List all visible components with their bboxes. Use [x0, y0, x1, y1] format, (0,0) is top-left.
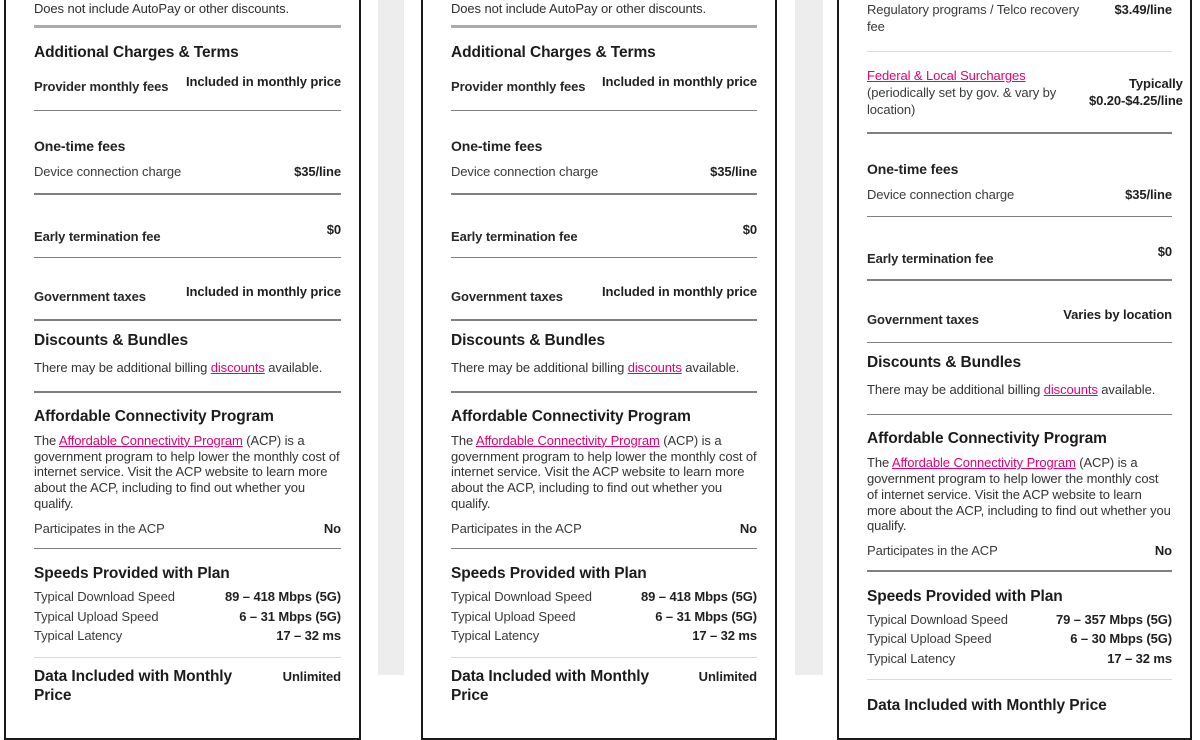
- fee-label: Early termination fee: [451, 228, 578, 244]
- speed-label: Typical Latency: [34, 628, 123, 644]
- section-heading-discounts: Discounts & Bundles: [867, 354, 1021, 371]
- speed-value: 89 – 418 Mbps (5G): [225, 589, 341, 605]
- fee-label: Early termination fee: [867, 251, 994, 266]
- speed-row-download: [451, 587, 757, 607]
- surcharges-note: (periodically set by gov. & vary by location): [867, 85, 1057, 117]
- subheading-one-time-fees: One-time fees: [451, 138, 543, 154]
- data-included-label: Data Included with Monthly Price: [451, 667, 650, 704]
- section-heading-acp: Affordable Connectivity Program: [34, 407, 274, 425]
- speed-value: 17 – 32 ms: [1107, 650, 1172, 666]
- divider: [451, 391, 757, 393]
- divider: [867, 51, 1172, 52]
- speed-label: Typical Upload Speed: [34, 608, 159, 624]
- fee-row-government-taxes: [867, 306, 1172, 328]
- divider: [867, 679, 1172, 680]
- fee-label: Participates in the ACP: [451, 520, 582, 536]
- fee-value: $35/line: [1125, 186, 1172, 202]
- data-included-label: Data Included with Monthly Price: [34, 667, 233, 704]
- section-heading-speeds: Speeds Provided with Plan: [451, 565, 647, 583]
- discounts-text-before: There may be additional billing: [451, 359, 628, 375]
- vertical-scrollbar-2[interactable]: [795, 0, 823, 675]
- fee-value: $35/line: [710, 164, 757, 179]
- acp-text-before: The: [34, 432, 59, 448]
- data-included-label: Data Included with Monthly Price: [867, 697, 1107, 715]
- speed-label: Typical Upload Speed: [867, 631, 992, 647]
- speed-row-upload: [34, 607, 341, 627]
- speed-label: Typical Download Speed: [867, 611, 1008, 627]
- fee-row-device-connection: [34, 163, 341, 180]
- speed-label: Typical Latency: [867, 650, 956, 666]
- fee-row-regulatory: [867, 1, 1172, 35]
- divider: [867, 132, 1172, 134]
- acp-participates-row: [34, 520, 341, 537]
- acp-text-before: The: [451, 432, 476, 448]
- divider: [34, 25, 341, 28]
- data-included-row: [867, 696, 1172, 715]
- fee-label: Device connection charge: [451, 164, 599, 179]
- fee-label: Government taxes: [34, 289, 146, 304]
- section-heading-speeds: Speeds Provided with Plan: [867, 587, 1063, 605]
- fee-value: Included in monthly price: [602, 284, 757, 299]
- section-heading-acp: Affordable Connectivity Program: [867, 430, 1107, 448]
- divider: [451, 110, 757, 112]
- speed-label: Typical Download Speed: [34, 589, 175, 605]
- divider: [867, 279, 1172, 281]
- discounts-text: [34, 360, 341, 376]
- divider: [867, 570, 1172, 572]
- fee-row-surcharges: [867, 67, 1183, 118]
- discounts-text-before: There may be additional billing: [34, 359, 211, 375]
- fee-label: Device connection charge: [867, 186, 1015, 202]
- speed-value: 79 – 357 Mbps (5G): [1056, 611, 1172, 627]
- fee-row-government-taxes: [451, 283, 757, 305]
- acp-text-after: (ACP) is a government program to help lower the monthly cost of internet service. Visit the ACP website to learn more about the ACP, including to find out whether you qualify.: [34, 432, 340, 511]
- acp-text-after: (ACP) is a government program to help lower the monthly cost of internet service. Visit the ACP website to learn more about the ACP, including to find out whether you qualify.: [867, 455, 1171, 534]
- fee-row-early-termination: [451, 221, 757, 245]
- fee-label: Regulatory programs / Telco recovery fee: [867, 2, 1080, 34]
- subheading-one-time-fees: One-time fees: [867, 160, 959, 177]
- speed-value: 6 – 30 Mbps (5G): [1070, 631, 1172, 647]
- broadband-label-card-2: [421, 0, 777, 740]
- fee-row-device-connection: [451, 163, 757, 180]
- speed-row-download: [34, 587, 341, 607]
- fee-value: $35/line: [294, 164, 341, 179]
- acp-text: [34, 433, 341, 512]
- acp-link[interactable]: Affordable Connectivity Program: [891, 455, 1076, 471]
- fee-value: No: [739, 520, 757, 536]
- divider: [451, 319, 757, 321]
- speed-row-latency: [867, 649, 1172, 669]
- autopay-note: Does not include AutoPay or other discounts.: [451, 1, 707, 16]
- speed-row-upload: [867, 629, 1172, 649]
- broadband-label-card-3: [837, 0, 1192, 740]
- divider: [34, 193, 341, 195]
- divider: [451, 657, 757, 658]
- divider: [867, 414, 1172, 416]
- section-heading-discounts: Discounts & Bundles: [451, 331, 605, 349]
- surcharges-link[interactable]: Federal & Local Surcharges: [867, 68, 1026, 83]
- fee-value: No: [1154, 543, 1172, 559]
- speed-value: 6 – 31 Mbps (5G): [655, 608, 757, 624]
- fee-value: $0: [326, 221, 341, 237]
- section-heading-discounts: Discounts & Bundles: [34, 331, 188, 349]
- divider: [34, 110, 341, 112]
- speed-row-download: [867, 610, 1172, 630]
- subheading-one-time-fees: One-time fees: [34, 138, 126, 154]
- fee-value: Included in monthly price: [186, 73, 341, 89]
- fee-label: Provider monthly fees: [451, 78, 586, 94]
- speed-row-upload: [451, 607, 757, 627]
- discounts-link[interactable]: discounts: [210, 359, 265, 375]
- speed-value: 89 – 418 Mbps (5G): [641, 589, 757, 605]
- fee-value: Varies by location: [1063, 306, 1172, 322]
- divider: [451, 548, 757, 550]
- speed-row-latency: [451, 626, 757, 646]
- fee-value: Typically $0.20-$4.25/line: [1089, 76, 1183, 108]
- speed-label: Typical Download Speed: [451, 589, 592, 605]
- speed-value: 17 – 32 ms: [276, 628, 341, 644]
- fee-label: Device connection charge: [34, 164, 182, 179]
- data-included-value: Unlimited: [698, 668, 757, 684]
- acp-text-before: The: [867, 455, 892, 471]
- discounts-text: [867, 382, 1172, 398]
- acp-text: [451, 433, 757, 512]
- discounts-text-after: available.: [1097, 382, 1156, 397]
- fee-label: Government taxes: [451, 289, 563, 304]
- discounts-text-after: available.: [681, 359, 740, 375]
- divider: [34, 548, 341, 550]
- fee-value: Included in monthly price: [602, 73, 757, 89]
- divider: [867, 342, 1172, 344]
- acp-link[interactable]: Affordable Connectivity Program: [58, 432, 243, 448]
- vertical-scrollbar-1[interactable]: [378, 0, 404, 675]
- data-included-row: [34, 667, 341, 705]
- fee-row-government-taxes: [34, 283, 341, 305]
- fee-row-early-termination: [867, 243, 1172, 267]
- discounts-link[interactable]: discounts: [627, 359, 682, 375]
- fee-label: Participates in the ACP: [867, 543, 998, 559]
- data-included-value: Unlimited: [282, 668, 341, 684]
- autopay-note: Does not include AutoPay or other discounts.: [34, 1, 290, 16]
- fee-row-device-connection: [867, 186, 1172, 203]
- section-heading-additional-charges: Additional Charges & Terms: [34, 43, 239, 61]
- speed-row-latency: [34, 626, 341, 646]
- speed-value: 6 – 31 Mbps (5G): [239, 608, 341, 624]
- fee-value: No: [323, 520, 341, 536]
- divider: [451, 25, 757, 28]
- divider: [34, 319, 341, 321]
- acp-participates-row: [867, 542, 1172, 559]
- acp-text-after: (ACP) is a government program to help lower the monthly cost of internet service. Visit the ACP website to learn more about the ACP, including to find out whether you qualify.: [451, 432, 757, 511]
- speed-value: 17 – 32 ms: [692, 628, 757, 644]
- divider: [34, 391, 341, 393]
- fee-row-provider-monthly: [34, 73, 341, 95]
- discounts-text: [451, 360, 757, 376]
- section-heading-acp: Affordable Connectivity Program: [451, 407, 691, 425]
- fee-label: Early termination fee: [34, 228, 161, 244]
- fee-value: $3.49/line: [1114, 2, 1172, 17]
- divider: [451, 193, 757, 195]
- fee-label: Government taxes: [867, 311, 979, 327]
- divider: [34, 657, 341, 658]
- acp-link[interactable]: Affordable Connectivity Program: [475, 432, 660, 448]
- divider: [451, 257, 757, 259]
- divider: [34, 257, 341, 259]
- data-included-row: [451, 667, 757, 705]
- speed-label: Typical Upload Speed: [451, 608, 576, 624]
- fee-row-early-termination: [34, 221, 341, 245]
- fee-row-provider-monthly: [451, 73, 757, 95]
- fee-value: $0: [1157, 244, 1172, 259]
- discounts-link[interactable]: discounts: [1043, 382, 1098, 397]
- acp-text: [867, 455, 1172, 534]
- discounts-text-before: There may be additional billing: [867, 382, 1044, 397]
- fee-value: $0: [742, 221, 757, 237]
- fee-label: Provider monthly fees: [34, 78, 169, 94]
- fee-label: [867, 67, 1077, 118]
- acp-participates-row: [451, 520, 757, 537]
- fee-value: Included in monthly price: [186, 284, 341, 299]
- divider: [867, 216, 1172, 218]
- discounts-text-after: available.: [264, 359, 323, 375]
- section-heading-additional-charges: Additional Charges & Terms: [451, 43, 656, 61]
- section-heading-speeds: Speeds Provided with Plan: [34, 565, 230, 583]
- broadband-label-card-1: [4, 0, 361, 740]
- speed-label: Typical Latency: [451, 628, 540, 644]
- fee-label: Participates in the ACP: [34, 520, 165, 536]
